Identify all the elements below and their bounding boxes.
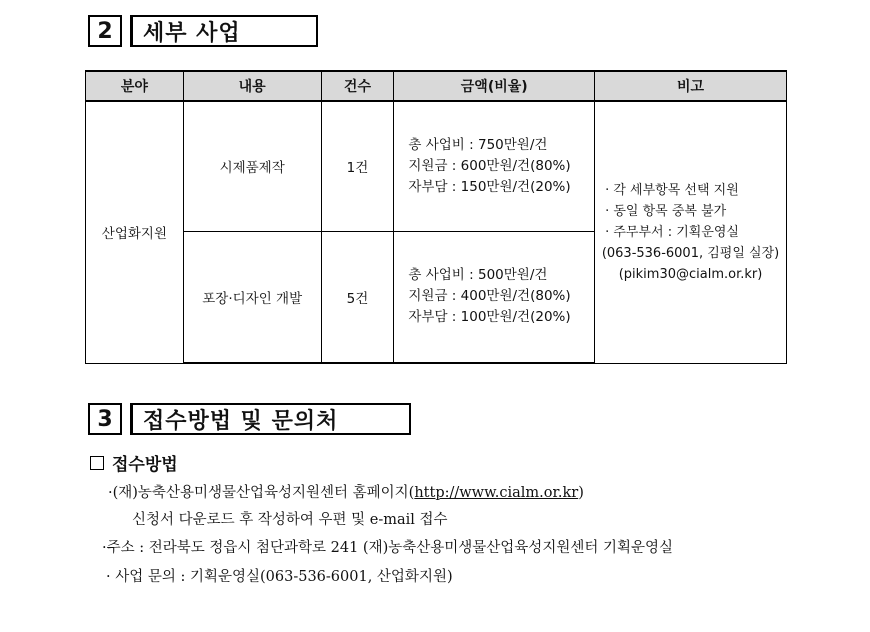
table-row — [86, 101, 787, 231]
receipt-heading — [90, 450, 178, 475]
receipt-line-1 — [108, 481, 584, 502]
header-content: 내용 — [183, 71, 321, 101]
note-line: · 주무부서 : 기획운영실 — [605, 224, 739, 240]
note-line: · 동일 항목 중복 불가 — [605, 203, 727, 219]
header-amount: 금액(비율) — [394, 71, 595, 101]
header-note: 비고 — [595, 71, 787, 101]
amount-cell — [394, 101, 595, 231]
amount-cell — [394, 231, 595, 363]
field-cell: 산업화지원 — [86, 101, 184, 363]
count-cell: 1건 — [321, 101, 394, 231]
amount-self: 자부담 : 100만원/건(20%) — [408, 309, 571, 326]
section-number: 2 — [88, 15, 122, 47]
section-title: 접수방법 및 문의처 — [130, 403, 411, 435]
content-cell: 시제품제작 — [183, 101, 321, 231]
section-title: 세부 사업 — [130, 15, 318, 47]
homepage-link[interactable]: http://www.cialm.or.kr — [414, 485, 579, 501]
table-header-row — [86, 71, 787, 101]
receipt-text: ) — [578, 485, 584, 501]
receipt-text: ·(재)농축산용미생물산업육성지원센터 홈페이지( — [108, 485, 415, 501]
section-3-header — [88, 403, 411, 435]
amount-support: 지원금 : 600만원/건(80%) — [408, 157, 571, 174]
inquiry-line: · 사업 문의 : 기획운영실(063-536-6001, 산업화지원) — [106, 569, 453, 585]
header-count: 건수 — [321, 71, 394, 101]
count-cell: 5건 — [321, 231, 394, 363]
note-line: (063-536-6001, 김평일 실장) — [601, 245, 780, 261]
note-line: · 각 세부항목 선택 지원 — [605, 182, 739, 198]
checkbox-icon — [90, 456, 104, 470]
amount-self: 자부담 : 150만원/건(20%) — [408, 178, 571, 195]
header-field: 분야 — [86, 71, 184, 101]
receipt-line-2: 신청서 다운로드 후 작성하여 우편 및 e-mail 접수 — [132, 512, 448, 528]
amount-support: 지원금 : 400만원/건(80%) — [408, 288, 571, 305]
section-number: 3 — [88, 403, 122, 435]
receipt-heading-text: 접수방법 — [112, 455, 178, 475]
address-line: ·주소 : 전라북도 정읍시 첨단과학로 241 (재)농축산용미생물산업육성지원센터 기획운영실 — [102, 540, 673, 556]
amount-total: 총 사업비 : 750만원/건 — [408, 136, 548, 153]
note-line: (pikim30@cialm.or.kr) — [618, 266, 763, 282]
business-table — [85, 70, 787, 364]
content-cell: 포장·디자인 개발 — [183, 231, 321, 363]
note-cell — [595, 101, 787, 363]
section-2-header — [88, 15, 318, 47]
amount-total: 총 사업비 : 500만원/건 — [408, 267, 548, 284]
